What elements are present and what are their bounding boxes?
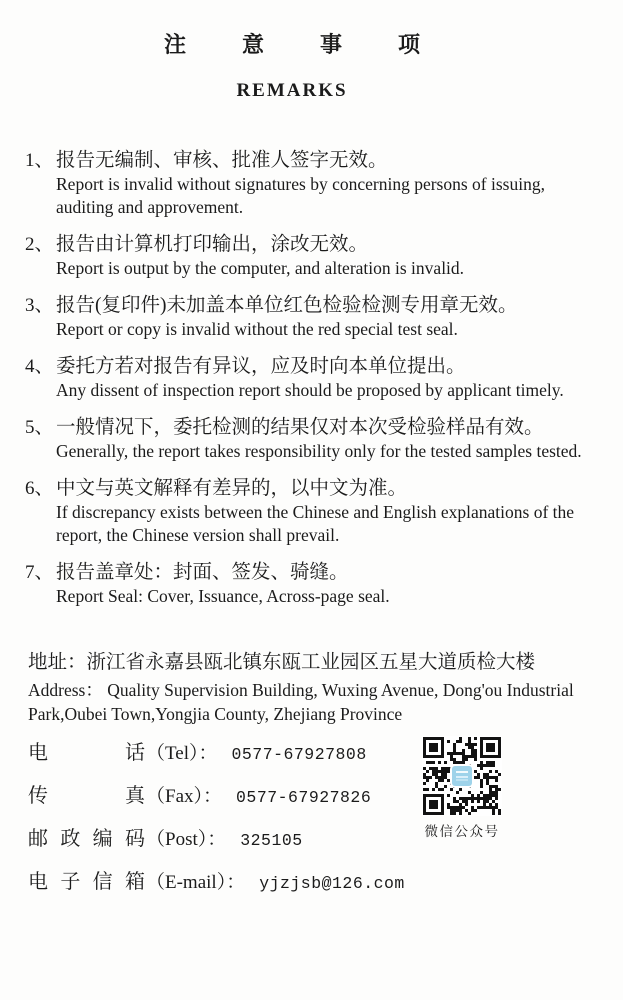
- contact-label: 电 话: [28, 742, 145, 764]
- remark-number: 5、: [25, 417, 54, 438]
- email-address: yjzjsb@126.com: [259, 874, 405, 893]
- contact-row-tel: [28, 736, 408, 764]
- remark-item: [25, 355, 600, 402]
- contact-label: 电 子 信 箱: [28, 871, 145, 893]
- qr-code-image: [422, 736, 502, 816]
- remark-text-en: Report is invalid without signatures by concerning persons of issuing, auditing and approvement.: [56, 174, 545, 217]
- contact-label-paren: （Tel）：: [146, 743, 218, 764]
- remark-text-en: Report Seal: Cover, Issuance, Across-page seal.: [56, 586, 390, 606]
- qr-center-logo-icon: [452, 766, 472, 786]
- remark-item: [25, 233, 600, 280]
- contact-label-paren: （Fax）：: [146, 786, 223, 807]
- remark-text-en: Generally, the report takes responsibility only for the tested samples tested.: [56, 441, 582, 461]
- page-title-en: REMARKS: [236, 80, 348, 101]
- page-header: [0, 28, 584, 102]
- phone-number: 0577-67927808: [231, 745, 367, 764]
- remark-number: 1、: [25, 150, 54, 171]
- remark-item: [25, 149, 600, 219]
- remark-number: 4、: [25, 356, 54, 377]
- remark-item: [25, 561, 600, 608]
- remark-text-en: If discrepancy exists between the Chinese and English explanations of the report, the Chinese version shall prevail.: [56, 502, 575, 545]
- remark-text-en: Any dissent of inspection report should be proposed by applicant timely.: [56, 380, 564, 400]
- qr-caption: 微信公众号: [424, 824, 500, 839]
- fax-number: 0577-67927826: [236, 788, 372, 807]
- page-title: [0, 28, 584, 59]
- remark-number: 3、: [25, 295, 54, 316]
- remark-item: [25, 477, 600, 547]
- address-line-cn: 地址：浙江省永嘉县瓯北镇东瓯工业园区五星大道质检大楼: [28, 652, 536, 673]
- remark-text-cn: 委托方若对报告有异议，应及时向本单位提出。: [56, 356, 466, 377]
- remark-number: 2、: [25, 234, 54, 255]
- remark-item: [25, 294, 600, 341]
- remark-text-en: Report is output by the computer, and alteration is invalid.: [56, 258, 465, 278]
- contact-info: [28, 736, 408, 908]
- remark-text-cn: 报告无编制、审核、批准人签字无效。: [56, 150, 388, 171]
- remarks-list: [25, 149, 600, 622]
- contact-row-fax: [28, 779, 408, 807]
- remark-text-cn: 报告盖章处：封面、签发、骑缝。: [56, 562, 349, 583]
- remark-text-cn: 报告由计算机打印输出，涂改无效。: [56, 234, 369, 255]
- contact-label: 邮 政 编 码: [28, 828, 145, 850]
- address-line-en: Address： Quality Supervision Building, Wuxing Avenue, Dong'ou Industrial Park,Oubei Town,Yongjia County, Zhejiang Province: [28, 680, 574, 724]
- remark-item: [25, 416, 600, 463]
- remark-text-en: Report or copy is invalid without the red special test seal.: [56, 319, 458, 339]
- contact-row-post: [28, 822, 408, 850]
- remark-number: 7、: [25, 562, 54, 583]
- address-block: [28, 650, 593, 726]
- wechat-qr-block: [420, 736, 504, 840]
- contact-label: 传 真: [28, 785, 145, 807]
- page-title-cn: 注意事项: [163, 32, 476, 57]
- remark-text-cn: 一般情况下，委托检测的结果仅对本次受检验样品有效。: [56, 417, 544, 438]
- remark-number: 6、: [25, 478, 54, 499]
- remark-text-cn: 中文与英文解释有差异的，以中文为准。: [56, 478, 408, 499]
- contact-label-paren: （E-mail）：: [146, 872, 246, 893]
- postal-code: 325105: [240, 831, 303, 850]
- contact-label-paren: （Post）：: [146, 829, 227, 850]
- remark-text-cn: 报告(复印件)未加盖本单位红色检验检测专用章无效。: [56, 295, 518, 316]
- contact-row-email: [28, 865, 408, 893]
